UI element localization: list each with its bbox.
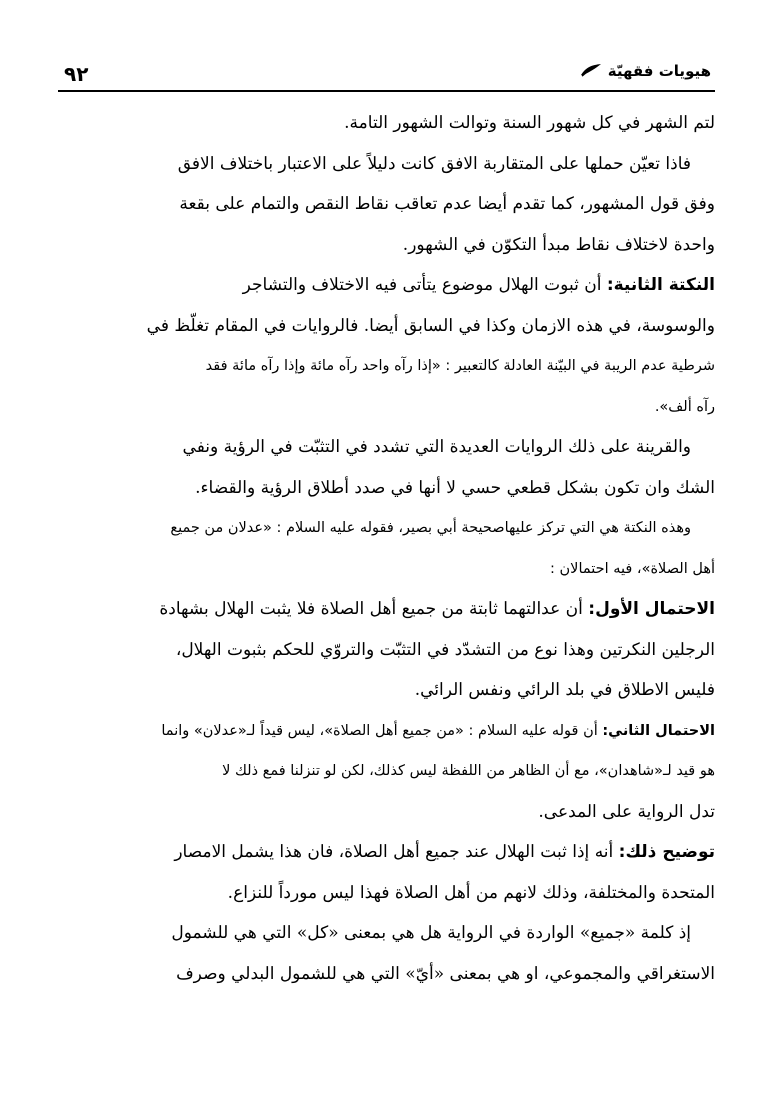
page-number: ٩٢ bbox=[64, 62, 89, 86]
line-text: إذ كلمة «جميع» الواردة في الرواية هل هي بمعنى «كل» التي هي للشمول bbox=[171, 923, 691, 943]
line-lead-heading: الاحتمال الثاني: bbox=[602, 722, 715, 739]
running-title bbox=[580, 62, 711, 80]
text-line bbox=[58, 184, 715, 225]
line-text: والقرينة على ذلك الروايات العديدة التي تشدد في التثبّت في الرؤية ونفي bbox=[182, 437, 691, 457]
text-line bbox=[58, 751, 715, 792]
running-title-text: هيويات فقهيّة bbox=[607, 62, 711, 80]
text-line bbox=[58, 103, 715, 144]
header-rule bbox=[58, 90, 715, 92]
line-text: الشك وان تكون بشكل قطعي حسي لا أنها في صدد أطلاق الرؤية والقضاء. bbox=[195, 477, 715, 498]
line-text: واحدة لاختلاف نقاط مبدأ التكوّن في الشهور. bbox=[402, 234, 715, 255]
line-text: رآه ألف». bbox=[654, 398, 715, 415]
text-line bbox=[58, 468, 715, 509]
text-line bbox=[58, 792, 715, 833]
line-text: وهذه النكتة هي التي تركز عليهاصحيحة أبي بصير، فقوله عليه السلام : «عدلان من جميع bbox=[170, 520, 691, 536]
page-body bbox=[58, 103, 715, 994]
text-line bbox=[58, 670, 715, 711]
line-text: أن عدالتهما ثابتة من جميع أهل الصلاة فلا يثبت الهلال بشهادة bbox=[159, 599, 589, 619]
text-line bbox=[58, 427, 715, 468]
text-line bbox=[58, 589, 715, 630]
text-line bbox=[58, 832, 715, 873]
text-line bbox=[58, 508, 715, 549]
line-lead-heading: النكتة الثانية: bbox=[606, 275, 715, 295]
line-lead-heading: توضيح ذلك: bbox=[618, 842, 715, 862]
line-text: أهل الصلاة»، فيه احتمالان : bbox=[550, 560, 715, 577]
text-line bbox=[58, 913, 715, 954]
page-header bbox=[58, 58, 715, 92]
text-line bbox=[58, 954, 715, 995]
text-line bbox=[58, 225, 715, 266]
line-text: فاذا تعيّن حملها على المتقاربة الافق كانت دليلاً على الاعتبار باختلاف الافق bbox=[177, 153, 691, 174]
line-text: لتم الشهر في كل شهور السنة وتوالت الشهور التامة. bbox=[344, 113, 715, 133]
line-text: فليس الاطلاق في بلد الرائي ونفس الرائي. bbox=[414, 680, 715, 700]
text-line bbox=[58, 265, 715, 306]
text-line bbox=[58, 306, 715, 347]
line-text: أنه إذا ثبت الهلال عند جميع أهل الصلاة، فان هذا يشمل الامصار bbox=[174, 842, 619, 862]
line-text: وفق قول المشهور، كما تقدم أيضا عدم تعاقب نقاط النقص والتمام على بقعة bbox=[179, 194, 715, 214]
line-text: والوسوسة، في هذه الازمان وكذا في السابق أيضا. فالروايات في المقام تغلّظ في bbox=[146, 315, 715, 336]
text-line bbox=[58, 144, 715, 185]
quill-ornament-icon bbox=[580, 63, 602, 80]
line-text: شرطية عدم الريبة في البيّنة العادلة كالتعبير : «إذا رآه واحد رآه مائة وإذا رآه مائة فقد bbox=[205, 358, 715, 374]
text-line bbox=[58, 630, 715, 671]
line-text: المتحدة والمختلفة، وذلك لانهم من أهل الصلاة فهذا ليس مورداً للنزاع. bbox=[227, 882, 715, 903]
text-line bbox=[58, 346, 715, 387]
text-line bbox=[58, 549, 715, 590]
line-text: الاستغراقي والمجموعي، او هي بمعنى «أيّ» التي هي للشمول البدلي وصرف bbox=[176, 963, 715, 984]
line-lead-heading: الاحتمال الأول: bbox=[588, 599, 715, 619]
text-line bbox=[58, 873, 715, 914]
line-text: تدل الرواية على المدعى. bbox=[538, 801, 715, 822]
line-text: هو قيد لـ«شاهدان»، مع أن الظاهر من اللفظة ليس كذلك، لكن لو تنزلنا فمع ذلك لا bbox=[222, 763, 715, 779]
text-line bbox=[58, 711, 715, 752]
line-text: أن قوله عليه السلام : «من جميع أهل الصلاة»، ليس قيداً لـ«عدلان» وانما bbox=[161, 722, 603, 739]
line-text: الرجلين النكرتين وهذا نوع من التشدّد في التثبّت والتروّي للحكم بثبوت الهلال، bbox=[175, 639, 715, 660]
line-text: أن ثبوت الهلال موضوع يتأتى فيه الاختلاف والتشاجر bbox=[242, 275, 607, 295]
text-line bbox=[58, 387, 715, 428]
